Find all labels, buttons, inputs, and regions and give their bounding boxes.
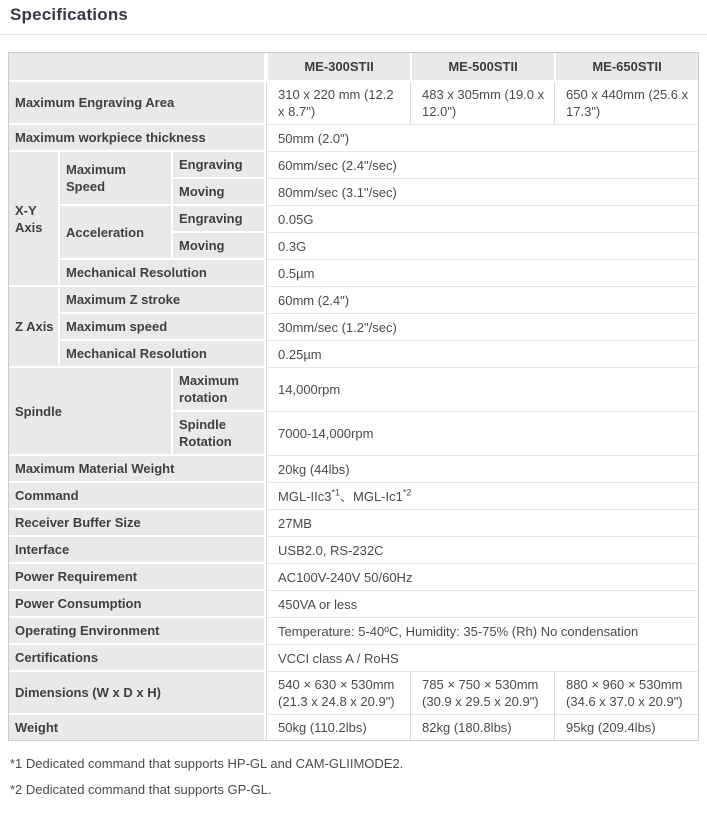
value-certifications: VCCI class A / RoHS — [266, 645, 698, 672]
row-z-max-stroke — [9, 287, 698, 314]
page-title: Specifications — [10, 5, 129, 24]
value-dimensions-me650: 880 × 960 × 530mm (34.6 x 37.0 x 20.9") — [554, 672, 698, 715]
row-power-requirement — [9, 564, 698, 591]
row-weight — [9, 715, 698, 740]
title-divider — [0, 34, 707, 35]
label-certifications: Certifications — [9, 645, 266, 672]
label-xy-accel-moving: Moving — [173, 233, 266, 260]
value-xy-accel-moving: 0.3G — [266, 233, 698, 260]
label-z-axis: Z Axis — [9, 287, 60, 368]
column-header-me-300stii: ME-300STII — [266, 53, 410, 82]
value-spindle-rotation: 7000-14,000rpm — [266, 412, 698, 456]
label-interface: Interface — [9, 537, 266, 564]
label-operating-environment: Operating Environment — [9, 618, 266, 645]
label-xy-mechanical-resolution: Mechanical Resolution — [60, 260, 266, 287]
row-receiver-buffer — [9, 510, 698, 537]
label-power-consumption: Power Consumption — [9, 591, 266, 618]
row-interface — [9, 537, 698, 564]
label-engraving-area: Maximum Engraving Area — [9, 82, 266, 125]
value-z-mechanical-resolution: 0.25µm — [266, 341, 698, 368]
value-dimensions-me300: 540 × 630 × 530mm (21.3 x 24.8 x 20.9") — [266, 672, 410, 715]
value-workpiece-thickness: 50mm (2.0") — [266, 125, 698, 152]
row-material-weight — [9, 456, 698, 483]
value-receiver-buffer: 27MB — [266, 510, 698, 537]
label-dimensions: Dimensions (W x D x H) — [9, 672, 266, 715]
row-xy-acceleration-engraving — [9, 206, 698, 233]
value-weight-me650: 95kg (209.4lbs) — [554, 715, 698, 740]
row-power-consumption — [9, 591, 698, 618]
footnotes — [10, 756, 697, 798]
label-weight: Weight — [9, 715, 266, 740]
value-weight-me300: 50kg (110.2lbs) — [266, 715, 410, 740]
label-z-mechanical-resolution: Mechanical Resolution — [60, 341, 266, 368]
row-dimensions — [9, 672, 698, 715]
command-separator: 、 — [340, 488, 354, 504]
value-interface: USB2.0, RS-232C — [266, 537, 698, 564]
label-xy-acceleration: Acceleration — [60, 206, 173, 260]
value-xy-speed-moving: 80mm/sec (3.1"/sec) — [266, 179, 698, 206]
label-power-requirement: Power Requirement — [9, 564, 266, 591]
command-part1: MGL-IIc3 — [278, 488, 332, 504]
value-z-max-stroke: 60mm (2.4") — [266, 287, 698, 314]
label-command: Command — [9, 483, 266, 510]
value-command — [266, 483, 698, 510]
table-header-row — [9, 53, 698, 82]
value-dimensions-me500: 785 × 750 × 530mm (30.9 x 29.5 x 20.9") — [410, 672, 554, 715]
command-footnote-ref-1: *1 — [331, 487, 340, 498]
label-spindle: Spindle — [9, 368, 173, 456]
label-spindle-max-rotation: Maximum rotation — [173, 368, 266, 412]
row-z-max-speed — [9, 314, 698, 341]
header-empty-cell — [9, 53, 266, 82]
row-engraving-area — [9, 82, 698, 125]
label-xy-speed-engraving: Engraving — [173, 152, 266, 179]
value-z-max-speed: 30mm/sec (1.2"/sec) — [266, 314, 698, 341]
row-command — [9, 483, 698, 510]
label-z-max-speed: Maximum speed — [60, 314, 266, 341]
label-xy-accel-engraving: Engraving — [173, 206, 266, 233]
row-xy-mechanical-resolution — [9, 260, 698, 287]
value-engraving-area-me300: 310 x 220 mm (12.2 x 8.7") — [266, 82, 410, 125]
label-spindle-rotation: Spindle Rotation — [173, 412, 266, 456]
value-material-weight: 20kg (44lbs) — [266, 456, 698, 483]
row-spindle-max-rotation — [9, 368, 698, 412]
row-xy-max-speed-engraving — [9, 152, 698, 179]
specifications-table — [8, 52, 699, 741]
footnote-2: *2 Dedicated command that supports GP-GL. — [10, 782, 272, 797]
row-certifications — [9, 645, 698, 672]
value-engraving-area-me500: 483 x 305mm (19.0 x 12.0") — [410, 82, 554, 125]
value-power-requirement: AC100V-240V 50/60Hz — [266, 564, 698, 591]
row-operating-environment — [9, 618, 698, 645]
label-xy-axis: X-Y Axis — [9, 152, 60, 287]
label-workpiece-thickness: Maximum workpiece thickness — [9, 125, 266, 152]
command-part2: MGL-Ic1 — [353, 488, 403, 504]
value-operating-environment: Temperature: 5-40ºC, Humidity: 35-75% (Rh) No condensation — [266, 618, 698, 645]
row-workpiece-thickness — [9, 125, 698, 152]
value-xy-mechanical-resolution: 0.5µm — [266, 260, 698, 287]
label-material-weight: Maximum Material Weight — [9, 456, 266, 483]
value-weight-me500: 82kg (180.8lbs) — [410, 715, 554, 740]
value-xy-speed-engraving: 60mm/sec (2.4"/sec) — [266, 152, 698, 179]
label-xy-maximum-speed: Maximum Speed — [60, 152, 173, 206]
column-header-me-500stii: ME-500STII — [410, 53, 554, 82]
command-footnote-ref-2: *2 — [402, 487, 412, 498]
row-z-mechanical-resolution — [9, 341, 698, 368]
footnote-1: *1 Dedicated command that supports HP-GL and CAM-GLIIMODE2. — [10, 756, 404, 771]
column-header-me-650stii: ME-650STII — [554, 53, 698, 82]
spec-table-container — [8, 52, 699, 741]
label-z-max-stroke: Maximum Z stroke — [60, 287, 266, 314]
value-xy-accel-engraving: 0.05G — [266, 206, 698, 233]
label-receiver-buffer: Receiver Buffer Size — [9, 510, 266, 537]
label-xy-speed-moving: Moving — [173, 179, 266, 206]
value-spindle-max-rotation: 14,000rpm — [266, 368, 698, 412]
value-power-consumption: 450VA or less — [266, 591, 698, 618]
value-engraving-area-me650: 650 x 440mm (25.6 x 17.3") — [554, 82, 698, 125]
